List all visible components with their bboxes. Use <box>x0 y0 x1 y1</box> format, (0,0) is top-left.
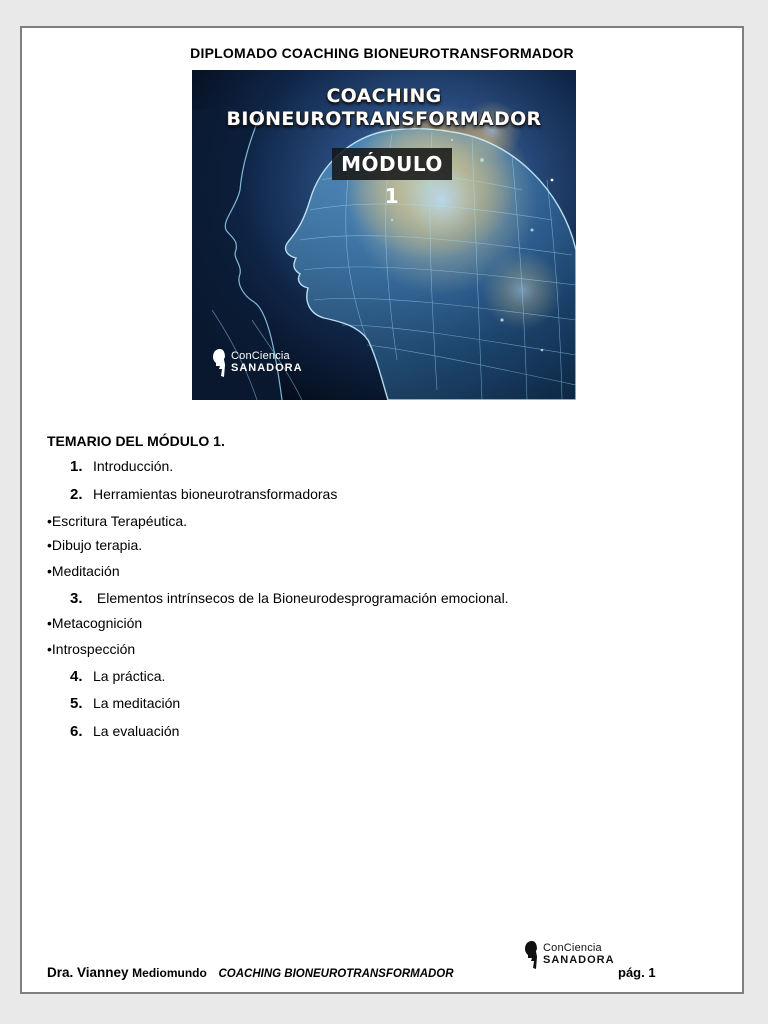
footer-author-course <box>47 965 454 980</box>
item-number: 6. <box>70 723 83 740</box>
item-number: 1. <box>70 458 83 475</box>
list-item: •Introspección <box>47 641 136 657</box>
temario-heading: TEMARIO DEL MÓDULO 1. <box>47 433 225 449</box>
item-text: Elementos intrínsecos de la Bioneurodesprogramación emocional. <box>93 590 509 606</box>
document-page <box>20 26 744 994</box>
item-text: La evaluación <box>93 723 180 739</box>
head-silhouette-logo-icon <box>524 940 538 970</box>
cover-logo-line1: ConCiencia <box>231 350 290 363</box>
footer-logo-line2: SANADORA <box>543 954 615 966</box>
cover-title-line1: COACHING <box>326 85 442 107</box>
page-number: pág. 1 <box>618 965 656 980</box>
list-item: •Metacognición <box>47 615 143 631</box>
list-item <box>70 723 179 740</box>
cover-logo <box>212 348 303 378</box>
list-item <box>70 668 165 685</box>
item-text: La meditación <box>93 695 181 711</box>
item-number: 3. <box>70 590 83 607</box>
head-silhouette-logo-icon <box>212 348 226 378</box>
cover-title-line2: BIONEUROTRANSFORMADOR <box>226 108 542 130</box>
list-item: •Meditación <box>47 563 120 579</box>
cover-module-label: MÓDULO 1 <box>332 148 452 180</box>
module-cover-image <box>192 70 576 400</box>
cover-logo-line2: SANADORA <box>231 362 303 374</box>
footer-course: COACHING BIONEUROTRANSFORMADOR <box>218 968 454 980</box>
list-item <box>70 458 173 475</box>
footer-logo-line1: ConCiencia <box>543 942 602 955</box>
document-header-title: DIPLOMADO COACHING BIONEUROTRANSFORMADOR <box>190 45 574 61</box>
item-text: Introducción. <box>93 458 174 474</box>
footer-author: Dra. Vianney <box>47 965 129 980</box>
item-number: 4. <box>70 668 83 685</box>
item-text: Herramientas bioneurotransformadoras <box>93 486 338 502</box>
list-item <box>70 486 337 503</box>
list-item: •Escritura Terapéutica. <box>47 513 188 529</box>
list-item <box>70 695 180 712</box>
footer-author-surname: Mediomundo <box>132 966 207 980</box>
item-number: 2. <box>70 486 83 503</box>
list-item: •Dibujo terapia. <box>47 537 143 553</box>
item-text: La práctica. <box>93 668 166 684</box>
item-number: 5. <box>70 695 83 712</box>
list-item <box>70 590 509 607</box>
footer-logo <box>524 940 615 970</box>
